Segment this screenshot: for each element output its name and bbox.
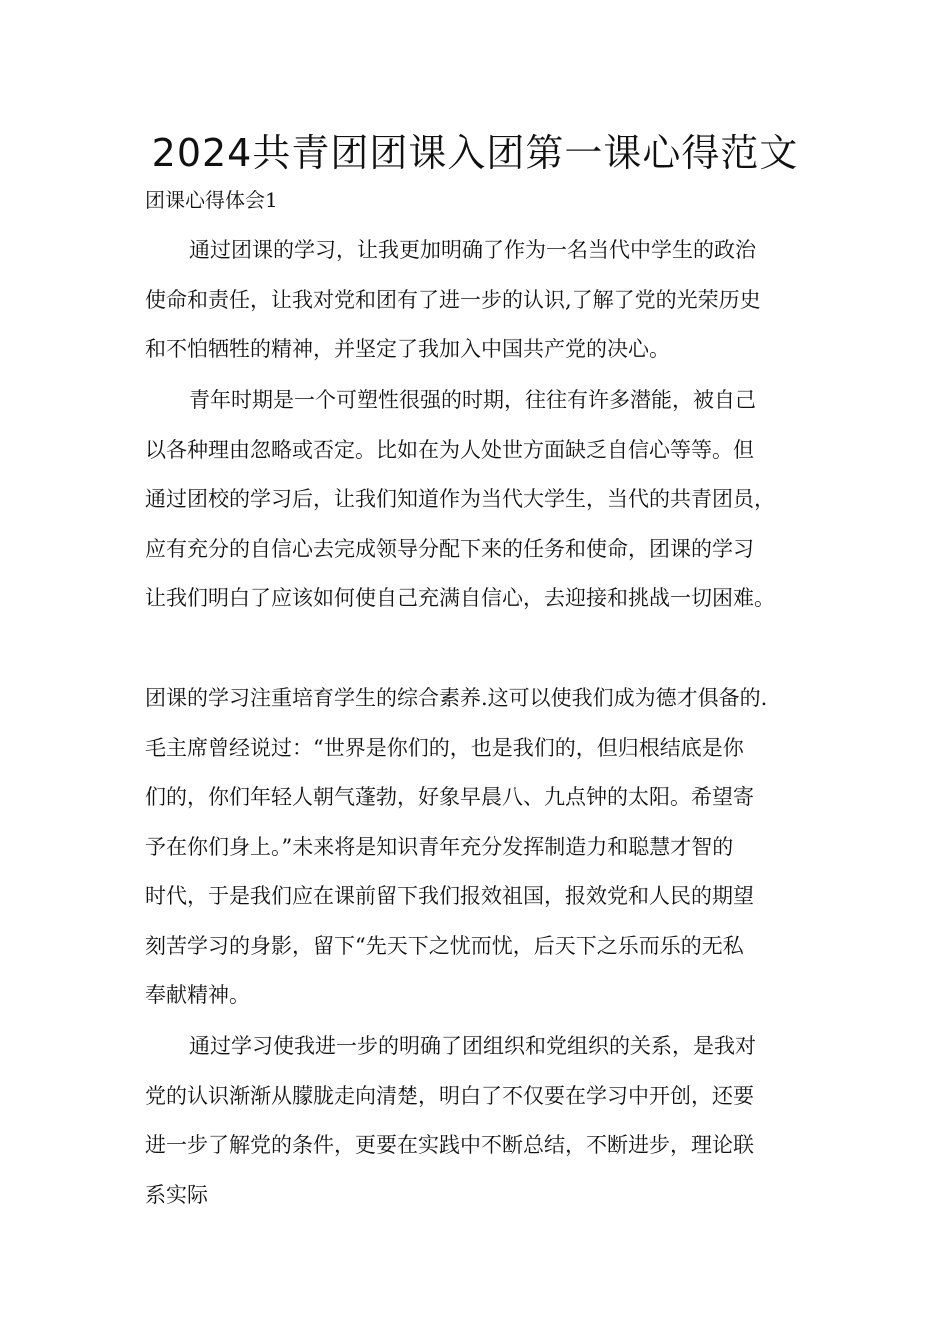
paragraph-2 [145, 376, 807, 624]
section-heading: 团课心得体会1 [145, 188, 278, 212]
paragraph-line: 和不怕牺牲的精神，并坚定了我加入中国共产党的决心。 [145, 337, 670, 361]
paragraph-4 [145, 1022, 807, 1220]
paragraph-line: 青年时期是一个可塑性很强的时期，往往有许多潜能，被自己 [189, 388, 756, 412]
paragraph-line: 予在你们身上。”未来将是知识青年充分发挥制造力和聪慧才智的 [145, 834, 734, 859]
paragraph-line: 通过学习使我进一步的明确了团组织和党组织的关系，是我对 [189, 1034, 756, 1058]
paragraph-line: 时代，于是我们应在课前留下我们报效祖国，报效党和人民的期望 [145, 884, 754, 908]
paragraph-line: 们的，你们年轻人朝气蓬勃，好象早晨八、九点钟的太阳。希望寄 [145, 785, 754, 809]
paragraph-line: 通过团课的学习，让我更加明确了作为一名当代中学生的政治 [189, 238, 756, 262]
document-title: 2024共青团团课入团第一课心得范文 [151, 131, 799, 175]
paragraph-line: 通过团校的学习后，让我们知道作为当代大学生，当代的共青团员， [145, 487, 775, 511]
paragraph-line: 毛主席曾经说过：“世界是你们的，也是我们的，但归根结底是你 [145, 735, 744, 760]
paragraph-line: 奉献精神。 [145, 983, 250, 1007]
paragraph-line: 系实际 [145, 1182, 208, 1207]
paragraph-line: 应有充分的自信心去完成领导分配下来的任务和使命，团课的学习 [145, 536, 754, 561]
paragraph-line: 以各种理由忽略或否定。比如在为人处世方面缺乏自信心等等。但 [145, 437, 754, 462]
paragraph-line: 党的认识渐渐从朦胧走向清楚，明白了不仅要在学习中开创，还要 [145, 1083, 754, 1108]
paragraph-line: 使命和责任，让我对党和团有了进一步的认识,了解了党的光荣历史 [145, 287, 761, 312]
paragraph-1 [145, 226, 807, 375]
paragraph-3 [145, 674, 807, 1021]
paragraph-line: 让我们明白了应该如何使自己充满自信心，去迎接和挑战一切困难。 [145, 586, 775, 610]
paragraph-line: 刻苦学习的身影，留下“先天下之忧而忧，后天下之乐而乐的无私 [145, 933, 744, 958]
paragraph-line: 团课的学习注重培育学生的综合素养.这可以使我们成为德才俱备的. [145, 686, 768, 710]
paragraph-line: 进一步了解党的条件，更要在实践中不断总结，不断进步，理论联 [145, 1133, 754, 1157]
